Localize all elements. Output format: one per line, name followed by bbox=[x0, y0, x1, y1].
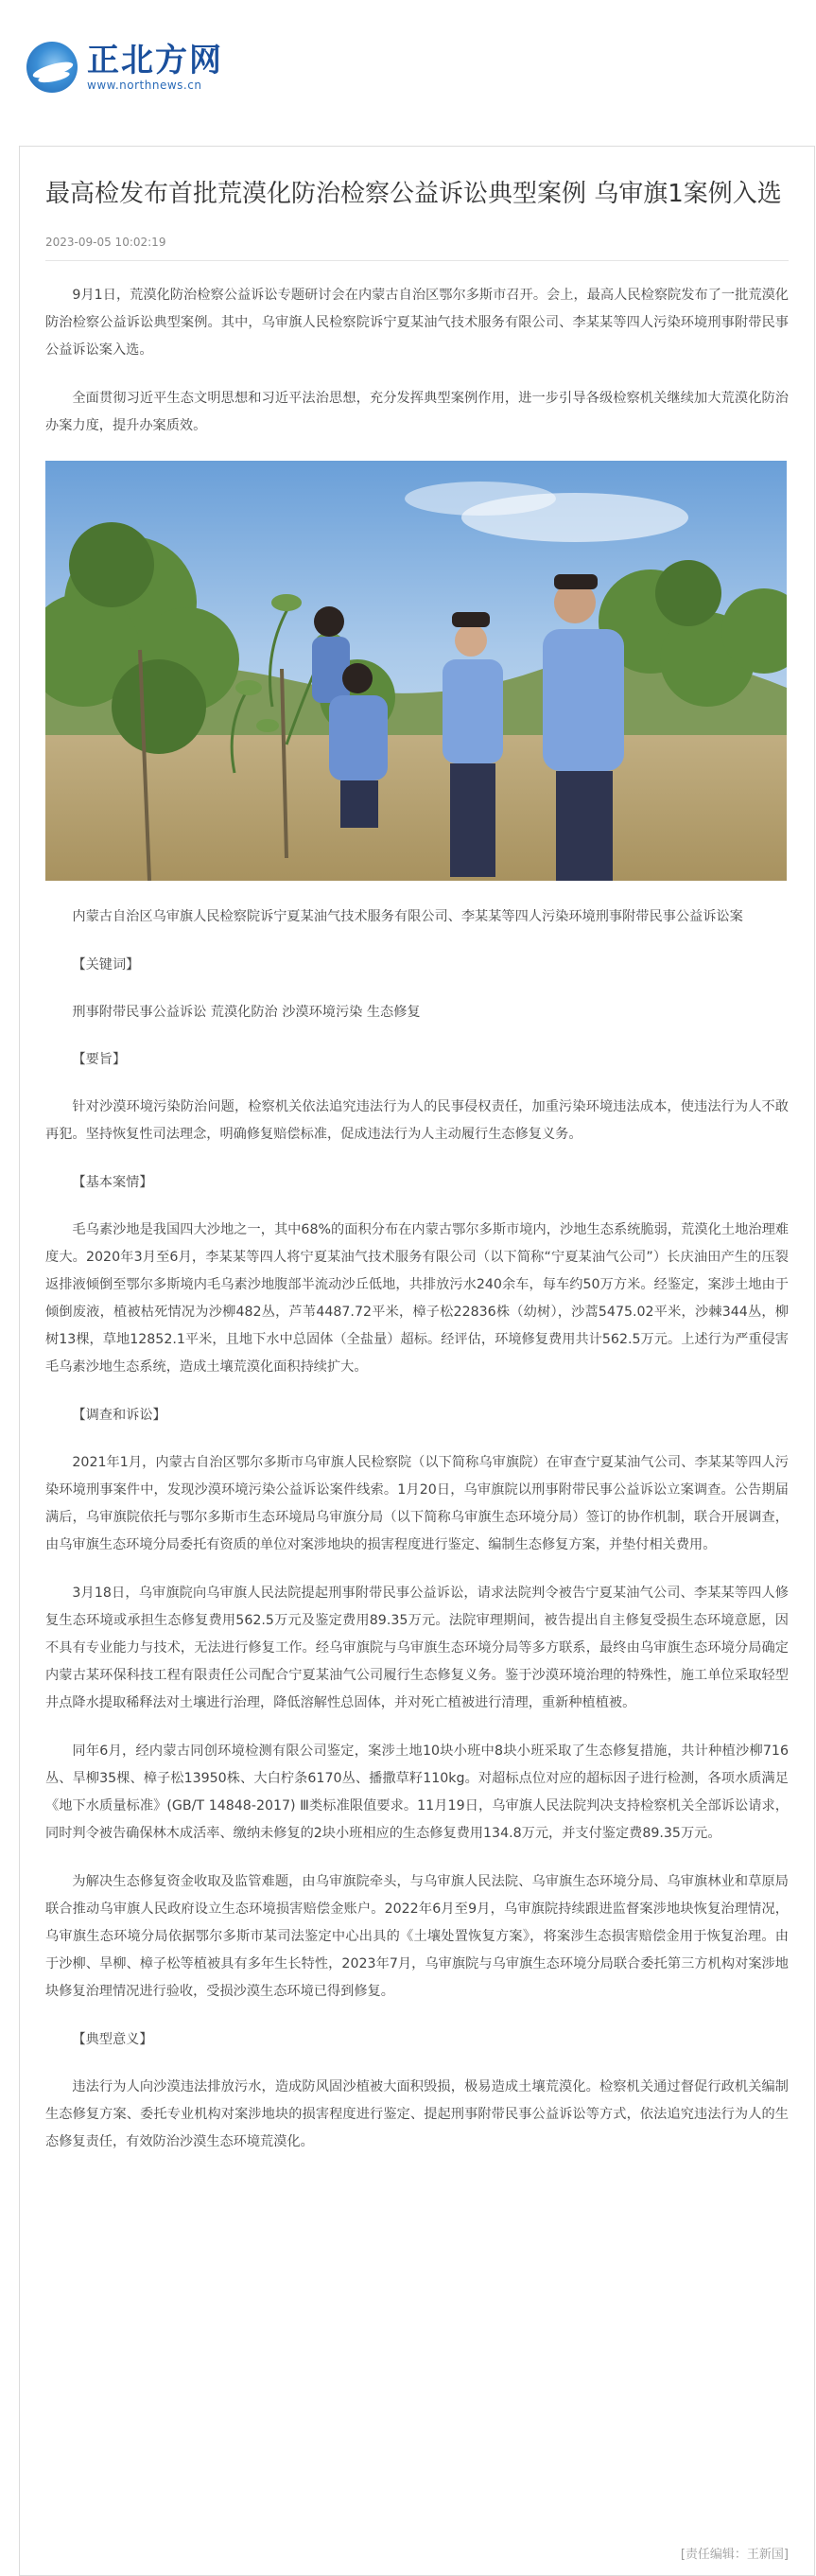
keywords-text: 刑事附带民事公益诉讼 荒漠化防治 沙漠环境污染 生态修复 bbox=[72, 1005, 421, 1020]
site-header bbox=[0, 0, 816, 142]
article-body bbox=[45, 282, 789, 2156]
article-title: 最高检发布首批荒漠化防治检察公益诉讼典型案例 乌审旗1案例入选 bbox=[45, 180, 782, 208]
article-container bbox=[19, 146, 815, 2576]
section-heading-keywords: 【关键词】 bbox=[72, 957, 140, 973]
logo-url: www.northnews.cn bbox=[87, 79, 202, 92]
photo-illustration bbox=[45, 461, 787, 881]
logo-text-block bbox=[87, 43, 223, 92]
section-heading-significance: 【典型意义】 bbox=[72, 2032, 153, 2047]
investigation-paragraph-3: 同年6月，经内蒙古同创环境检测有限公司鉴定，案涉土地10块小班中8块小班采取了生态修复措施，共计种植沙柳716丛、旱柳35棵、樟子松13950株、大白柠条6170丛、播撒草籽110kg。对超标点位对应的超标因子进行检测，各项水质满足《地下水质量标准》(GB/T 14848-2017) Ⅲ类标准限值要求。11月19日，乌审旗人民法院判决支持检察机关全部诉讼请求，同时判令被告确保林木成活率、缴纳未修复的2块小班相应的生态修复费用134.8万元，并支付鉴定费89.35万元。 bbox=[45, 1744, 789, 1841]
basic-facts-text: 毛乌素沙地是我国四大沙地之一，其中68%的面积分布在内蒙古鄂尔多斯市境内，沙地生态系统脆弱，荒漠化土地治理难度大。2020年3月至6月，李某某等四人将宁夏某油气技术服务有限公司（以下简称“宁夏某油气公司”）长庆油田产生的压裂返排液倾倒至鄂尔多斯境内毛乌素沙地腹部半流动沙丘低地，共排放污水240余车，每车约50万方米。经鉴定，案涉土地由于倾倒废液，植被枯死情况为沙柳482丛，芦苇4487.72平米，樟子松22836株（幼树），沙蒿5475.02平米，沙棘344丛，柳树13棵，草地12852.1平米，且地下水中总固体（全盐量）超标。经评估，环境修复费用共计562.5万元。上述行为严重侵害毛乌素沙地生态系统，造成土壤荒漠化面积持续扩大。 bbox=[45, 1222, 789, 1375]
paragraph-intro: 9月1日，荒漠化防治检察公益诉讼专题研讨会在内蒙古自治区鄂尔多斯市召开。会上，最高人民检察院发布了一批荒漠化防治检察公益诉讼典型案例。其中，乌审旗人民检察院诉宁夏某油气技术服务有限公司、李某某等四人污染环境刑事附带民事公益诉讼案入选。 bbox=[45, 288, 789, 358]
section-heading-investigation: 【调查和诉讼】 bbox=[72, 1408, 166, 1423]
significance-text: 违法行为人向沙漠违法排放污水，造成防风固沙植被大面积毁损，极易造成土壤荒漠化。检察机关通过督促行政机关编制生态修复方案、委托专业机构对案涉地块的损害程度进行鉴定、提起刑事附带民事公益诉讼等方式，依法追究违法行为人的生态修复责任，有效防治沙漠生态环境荒漠化。 bbox=[45, 2079, 789, 2149]
logo-globe-icon bbox=[26, 42, 78, 93]
investigation-paragraph-2: 3月18日，乌审旗院向乌审旗人民法院提起刑事附带民事公益诉讼，请求法院判令被告宁夏某油气公司、李某某等四人修复生态环境或承担生态修复费用562.5万元及鉴定费用89.35万元。法院审理期间，被告提出自主修复受损生态环境意愿，因不具有专业能力与技术，无法进行修复工作。经乌审旗院与乌审旗生态环境分局等多方联系，最终由乌审旗生态环境分局确定内蒙古某环保科技工程有限责任公司配合宁夏某油气公司履行生态修复义务。鉴于沙漠环境治理的特殊性，施工单位采取轻型井点降水提取稀释法对土壤进行治理，降低溶解性总固体，并对死亡植被进行清理，重新种植植被。 bbox=[45, 1586, 789, 1710]
article-date: 2023-09-05 10:02:19 bbox=[45, 236, 789, 261]
investigation-paragraph-4: 为解决生态修复资金收取及监管难题，由乌审旗院牵头，与乌审旗人民法院、乌审旗生态环境分局、乌审旗林业和草原局联合推动乌审旗人民政府设立生态环境损害赔偿金账户。2022年6月至9月，乌审旗院持续跟进监督案涉地块恢复治理情况，乌审旗生态环境分局依据鄂尔多斯市某司法鉴定中心出具的《土壤处置恢复方案》，将案涉生态损害赔偿金用于恢复治理。由于沙柳、旱柳、樟子松等植被具有多年生长特性，2023年7月，乌审旗院与乌审旗生态环境分局联合委托第三方机构对案涉地块修复治理情况进行验收，受损沙漠生态环境已得到修复。 bbox=[45, 1874, 789, 1999]
site-logo[interactable] bbox=[26, 42, 223, 93]
gist-text: 针对沙漠环境污染防治问题，检察机关依法追究违法行为人的民事侵权责任，加重污染环境违法成本，使违法行为人不敢再犯。坚持恢复性司法理念，明确修复赔偿标准，促成违法行为人主动履行生态修复义务。 bbox=[45, 1099, 789, 1142]
investigation-paragraph-1: 2021年1月，内蒙古自治区鄂尔多斯市乌审旗人民检察院（以下简称乌审旗院）在审查宁夏某油气公司、李某某等四人污染环境刑事案件中，发现沙漠环境污染公益诉讼案件线索。1月20日，乌审旗院以刑事附带民事公益诉讼立案调查。公告期届满后，乌审旗院依托与鄂尔多斯市生态环境局乌审旗分局（以下简称乌审旗生态环境分局）签订的协作机制，联合开展调查，由乌审旗生态环境分局委托有资质的单位对案涉地块的损害程度进行鉴定、编制生态修复方案，并垫付相关费用。 bbox=[45, 1455, 789, 1552]
logo-title: 正北方网 bbox=[87, 42, 223, 79]
paragraph-purpose: 全面贯彻习近平生态文明思想和习近平法治思想，充分发挥典型案例作用，进一步引导各级检察机关继续加大荒漠化防治办案力度，提升办案质效。 bbox=[45, 391, 789, 433]
article-photo bbox=[45, 461, 787, 881]
section-heading-basic-facts: 【基本案情】 bbox=[72, 1175, 153, 1190]
responsible-editor: [责任编辑：王新国] bbox=[680, 2548, 789, 2562]
photo-caption: 内蒙古自治区乌审旗人民检察院诉宁夏某油气技术服务有限公司、李某某等四人污染环境刑事附带民事公益诉讼案 bbox=[72, 909, 743, 924]
section-heading-gist: 【要旨】 bbox=[72, 1052, 127, 1067]
